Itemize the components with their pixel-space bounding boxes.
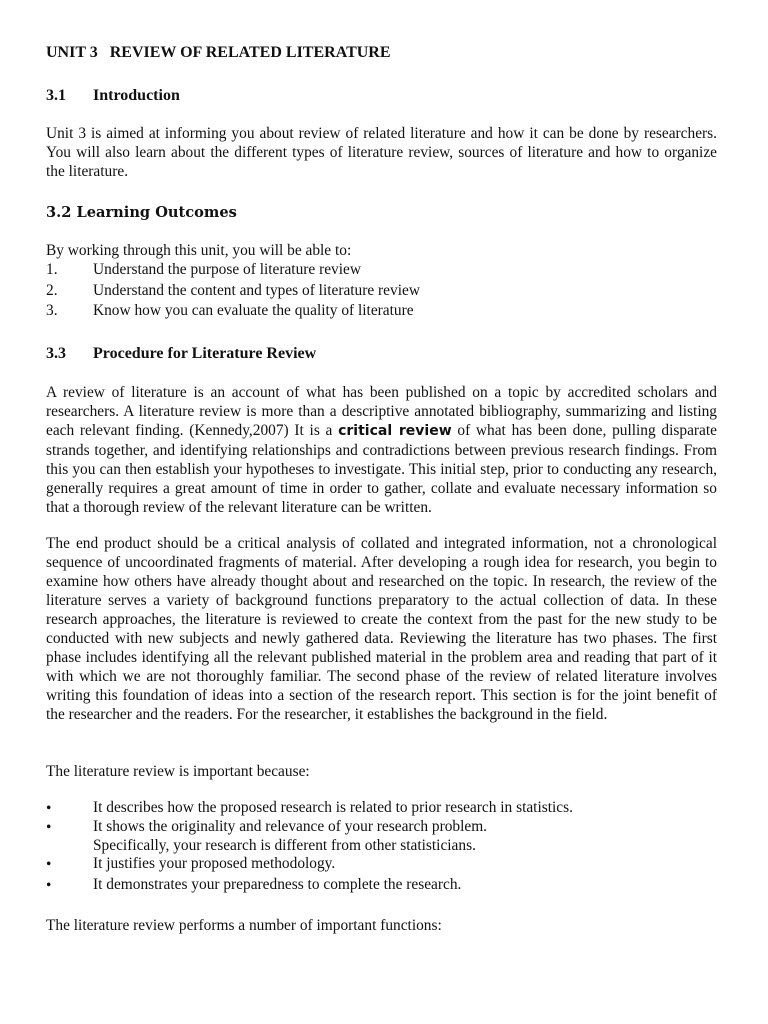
list-item-text: Understand the purpose of literature review [93,261,361,278]
list-item-text: Understand the content and types of literature review [93,281,420,299]
list-marker: 2. [46,281,58,299]
section-heading-learning-outcomes: 3.2 Learning Outcomes [46,204,237,221]
procedure-paragraph-4: The literature review performs a number of important functions: [46,917,442,934]
bullet-item [46,799,717,818]
importance-bullet-list [46,799,717,895]
procedure-paragraph-2: The end product should be a critical analysis of collated and integrated information, not a chronological sequence of uncoordinated fragments of material. After developing a rough idea for research, you begin to examine how others have already thought about and researched on the topic. In research, the review of the literature serves a variety of background functions preparatory to the actual collection of data. In these research approaches, the literature is reviewed to create the context from the past for the new study to be conducted with new subjects and newly gathered data. Reviewing the literature has two phases. The first phase includes identifying all the relevant published material in the problem area and reading that part of it with which we are not thoroughly familiar. The second phase of the review of related literature involves writing this foundation of ideas into a section of the research report. This section is for the joint benefit of the researcher and the readers. For the researcher, it establishes the background in the field. [46,535,717,723]
bullet-marker: • [46,877,52,894]
procedure-paragraph-3: The literature review is important because: [46,763,310,780]
unit-title: UNIT 3 REVIEW OF RELATED LITERATURE [46,44,391,61]
list-marker: 3. [46,302,58,319]
emphasis-critical-review: critical review [338,423,452,439]
procedure-paragraph-1 [46,383,717,517]
section-title: Procedure for Literature Review [93,345,317,362]
bullet-text: It shows the originality and relevance of your research problem. [93,818,488,835]
bullet-text: It describes how the proposed research is related to prior research in statistics. [93,799,573,816]
section-heading-procedure [46,344,316,363]
bullet-marker: • [46,800,52,817]
section-number: 3.1 [46,87,66,104]
list-marker: 1. [46,261,58,278]
outcomes-lead: By working through this unit, you will be able to: [46,242,352,259]
list-item [46,260,717,281]
section-number: 3.3 [46,345,66,362]
intro-paragraph: Unit 3 is aimed at informing you about review of related literature and how it can be done by researchers. You will also learn about the different types of literature review, sources of literature and how to organize the literature. [46,125,717,180]
paragraph-text: of what has been done, pulling disparate strands together, and identifying relationships and contradictions between previous research findings. From this you can then establish your hypotheses to investigate. This initial step, prior to conducting any research, generally requires a great amount of time in order to gather, collate and evaluate necessary information so that a thorough review of the relevant literature can be written. [46,422,717,516]
bullet-text: It justifies your proposed methodology. [93,855,336,872]
list-item-text: Know how you can evaluate the quality of literature [93,302,414,319]
bullet-marker: • [46,856,52,873]
bullet-item [46,818,717,855]
bullet-item [46,876,717,895]
bullet-text-continued: Specifically, your research is different from other statisticians. [93,836,476,854]
list-item [46,301,717,322]
outcomes-list [46,260,717,322]
section-title: Introduction [93,87,180,104]
bullet-text: It demonstrates your preparedness to complete the research. [93,876,462,893]
paragraph-text: A review of literature is an account of what has been published on a topic by accredited scholars and researchers. A literature review is more than a descriptive annotated bibliography, summarizing and listing each relevant finding. (Kennedy,2007) It is a [46,384,717,439]
bullet-item [46,855,717,874]
list-item [46,281,717,302]
bullet-marker: • [46,819,52,836]
section-heading-introduction [46,86,180,105]
